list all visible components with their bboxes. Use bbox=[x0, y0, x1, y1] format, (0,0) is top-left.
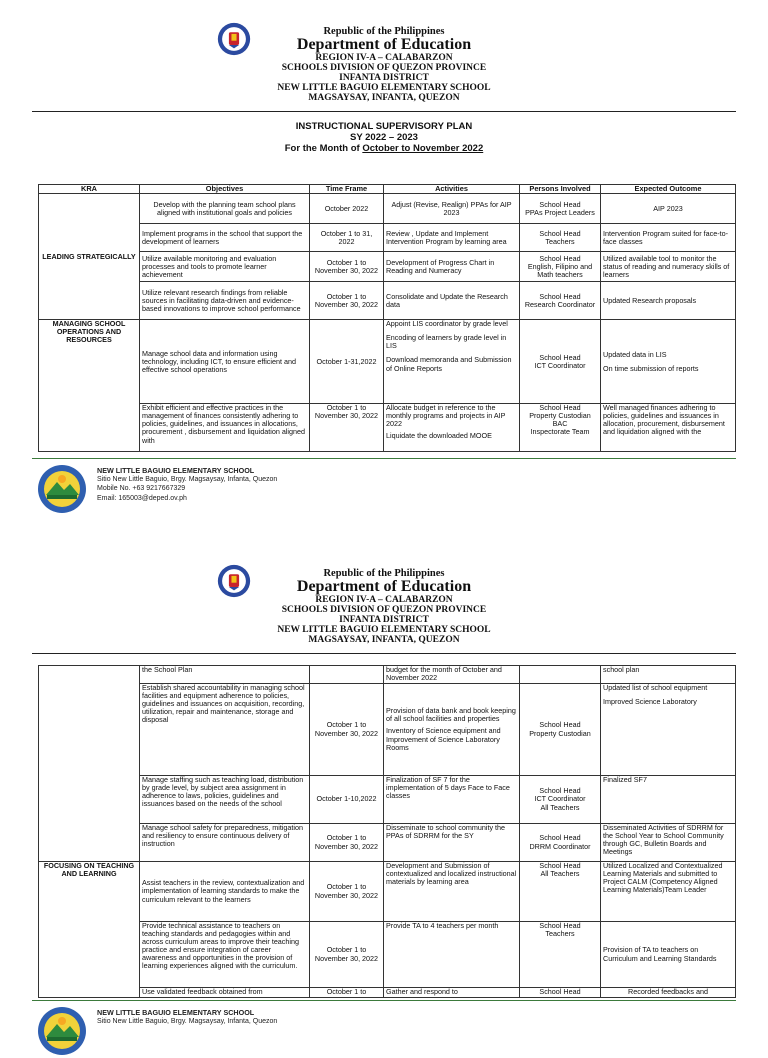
table-row bbox=[39, 224, 736, 252]
time-cell: October 1 to bbox=[310, 988, 384, 998]
activity-cell: Adjust (Revise, Realign) PPAs for AIP 2023 bbox=[384, 194, 520, 224]
activity-cell: Gather and respond to bbox=[384, 988, 520, 998]
persons-cell: School Head Research Coordinator bbox=[520, 282, 601, 320]
table-row bbox=[39, 776, 736, 824]
persons-cell: School Head English, Filipino and Math teachers bbox=[520, 252, 601, 282]
persons-cell: School Head Teachers bbox=[520, 224, 601, 252]
outcome-cell: Updated list of school equipment Improved Science Laboratory bbox=[601, 684, 736, 776]
outcome-cell: Well managed finances adhering to policies, guidelines and issuances in allocation, procurement, disbursement and liquidation aligned with the bbox=[601, 404, 736, 452]
school-logo-icon bbox=[37, 1006, 87, 1056]
objective-cell: Establish shared accountability in managing school facilities and equipment adherence to policies, guidelines and issuances on acquisition, recording, utilization, repair and maintenance, storage and disposal bbox=[140, 684, 310, 776]
table-row bbox=[39, 988, 736, 998]
plan-table-page-2 bbox=[38, 665, 736, 998]
time-cell: October 1 to November 30, 2022 bbox=[310, 824, 384, 862]
persons-cell bbox=[520, 666, 601, 684]
school-name: NEW LITTLE BAGUIO ELEMENTARY SCHOOL bbox=[277, 624, 491, 635]
objective-cell: Utilize relevant research findings from reliable sources in facilitating data-driven and evidence-based innovations to improve school performance bbox=[140, 282, 310, 320]
time-cell: October 1 to November 30, 2022 bbox=[310, 684, 384, 776]
table-row bbox=[39, 194, 736, 224]
district-text: INFANTA DISTRICT bbox=[339, 614, 429, 625]
letterhead bbox=[150, 568, 618, 646]
letterhead bbox=[150, 26, 618, 104]
activity-cell: Disseminate to school community the PPAs of SDRRM for the SY bbox=[384, 824, 520, 862]
footer-school-name: NEW LITTLE BAGUIO ELEMENTARY SCHOOL bbox=[97, 466, 255, 475]
time-cell: October 2022 bbox=[310, 194, 384, 224]
table-row bbox=[39, 282, 736, 320]
republic-text: Republic of the Philippines bbox=[323, 26, 445, 37]
table-row bbox=[39, 922, 736, 988]
table-row bbox=[39, 684, 736, 776]
objective-cell: the School Plan bbox=[140, 666, 310, 684]
division-text: SCHOOLS DIVISION OF QUEZON PROVINCE bbox=[281, 62, 487, 73]
outcome-cell: school plan bbox=[601, 666, 736, 684]
department-title: Department of Education bbox=[296, 36, 472, 54]
activity-cell: Finalization of SF 7 for the implementation of 5 days Face to Face classes bbox=[384, 776, 520, 824]
table-row bbox=[39, 320, 736, 404]
persons-cell: School Head PPAs Project Leaders bbox=[520, 194, 601, 224]
table-row bbox=[39, 666, 736, 684]
time-cell: October 1 to November 30, 2022 bbox=[310, 404, 384, 452]
district-text: INFANTA DISTRICT bbox=[339, 72, 429, 83]
outcome-cell: Provision of TA to teachers on Curriculum and Learning Standards bbox=[601, 922, 736, 988]
outcome-cell: AIP 2023 bbox=[601, 194, 736, 224]
persons-cell: School Head DRRM Coordinator bbox=[520, 824, 601, 862]
persons-cell: School Head Property Custodian BAC Inspectorate Team bbox=[520, 404, 601, 452]
persons-cell: School Head ICT Coordinator bbox=[520, 320, 601, 404]
time-cell: October 1 to November 30, 2022 bbox=[310, 282, 384, 320]
page-footer bbox=[32, 1000, 736, 1058]
col-kra: KRA bbox=[39, 185, 140, 194]
outcome-cell: Utilized Localized and Contextualized Learning Materials and submitted to Project CALM (Competency Aligned Learning Materials)Team Leader bbox=[601, 862, 736, 922]
footer-mobile: Mobile No. +63 9217667329 bbox=[97, 485, 186, 493]
activity-cell: budget for the month of October and November 2022 bbox=[384, 666, 520, 684]
footer-divider bbox=[32, 1000, 736, 1001]
region-text: REGION IV-A – CALABARZON bbox=[315, 52, 453, 63]
plan-title-block bbox=[150, 122, 618, 155]
document-page-1 bbox=[0, 0, 768, 518]
school-address: MAGSAYSAY, INFANTA, QUEZON bbox=[308, 634, 460, 645]
footer-contact bbox=[97, 466, 277, 503]
school-year: SY 2022 – 2023 bbox=[350, 131, 418, 143]
objective-cell: Develop with the planning team school plans aligned with institutional goals and policies bbox=[140, 194, 310, 224]
col-persons: Persons Involved bbox=[520, 185, 601, 194]
outcome-cell: Disseminated Activities of SDRRM for the School Year to School Community through GC, Bulletin Boards and Meetings bbox=[601, 824, 736, 862]
kra-cell: MANAGING SCHOOL OPERATIONS AND RESOURCES bbox=[39, 320, 140, 452]
outcome-cell: Utilized available tool to monitor the status of reading and numeracy skills of learners bbox=[601, 252, 736, 282]
footer-address: Sitio New Little Baguio, Brgy. Magsaysay, Infanta, Quezon bbox=[97, 1018, 278, 1026]
school-logo-icon bbox=[37, 464, 87, 514]
table-row bbox=[39, 824, 736, 862]
col-time-frame: Time Frame bbox=[310, 185, 384, 194]
outcome-cell: Recorded feedbacks and bbox=[601, 988, 736, 998]
kra-cell: LEADING STRATEGICALLY bbox=[39, 194, 140, 320]
time-cell: October 1 to November 30, 2022 bbox=[310, 862, 384, 922]
persons-cell: School Head bbox=[520, 988, 601, 998]
persons-cell: School Head ICT Coordinator All Teachers bbox=[520, 776, 601, 824]
division-text: SCHOOLS DIVISION OF QUEZON PROVINCE bbox=[281, 604, 487, 615]
time-cell: October 1 to 31, 2022 bbox=[310, 224, 384, 252]
school-name: NEW LITTLE BAGUIO ELEMENTARY SCHOOL bbox=[277, 82, 491, 93]
objective-cell: Provide technical assistance to teachers on teaching standards and pedagogies within and across curriculum areas to improve their teaching practice and ensure integration of career awareness and opportunities in the provision of learning experiences aligned with the curriculum. bbox=[140, 922, 310, 988]
time-cell: October 1 to November 30, 2022 bbox=[310, 922, 384, 988]
persons-cell: School Head All Teachers bbox=[520, 862, 601, 922]
objective-cell: Manage staffing such as teaching load, distribution by grade level, by subject area assignment in adherence to laws, policies, guidelines and issuances based on the needs of the school bbox=[140, 776, 310, 824]
footer-address: Sitio New Little Baguio, Brgy. Magsaysay, Infanta, Quezon bbox=[97, 476, 278, 484]
time-cell: October 1-10,2022 bbox=[310, 776, 384, 824]
table-row bbox=[39, 404, 736, 452]
activity-cell: Development and Submission of contextualized and localized instructional materials by learning area bbox=[384, 862, 520, 922]
footer-divider bbox=[32, 458, 736, 459]
document-page-2 bbox=[0, 540, 768, 1024]
activity-cell: Provision of data bank and book keeping of all school facilities and properties Inventory of Science equipment and Improvement of Science Laboratory Rooms bbox=[384, 684, 520, 776]
department-title: Department of Education bbox=[296, 578, 472, 596]
objective-cell: Utilize available monitoring and evaluation processes and tools to promote learner achievement bbox=[140, 252, 310, 282]
activity-cell: Provide TA to 4 teachers per month bbox=[384, 922, 520, 988]
header-divider bbox=[32, 111, 736, 112]
time-cell: October 1 to November 30, 2022 bbox=[310, 252, 384, 282]
objective-cell: Implement programs in the school that support the development of learners bbox=[140, 224, 310, 252]
header-divider bbox=[32, 653, 736, 654]
outcome-cell: Finalized SF7 bbox=[601, 776, 736, 824]
activity-cell: Allocate budget in reference to the monthly programs and projects in AIP 2022 Liquidate the downloaded MOOE bbox=[384, 404, 520, 452]
page-footer bbox=[32, 458, 736, 516]
footer-email: Email: 165003@deped.ov.ph bbox=[97, 494, 187, 502]
table-row bbox=[39, 252, 736, 282]
plan-table-page-1 bbox=[38, 184, 736, 452]
activity-cell: Review , Update and Implement Intervention Program by learning area bbox=[384, 224, 520, 252]
plan-month: For the Month of October to November 2022 bbox=[284, 142, 484, 154]
objective-cell: Use validated feedback obtained from bbox=[140, 988, 310, 998]
republic-text: Republic of the Philippines bbox=[323, 568, 445, 579]
time-cell: October 1-31,2022 bbox=[310, 320, 384, 404]
col-objectives: Objectives bbox=[140, 185, 310, 194]
activity-cell: Consolidate and Update the Research data bbox=[384, 282, 520, 320]
outcome-cell: Intervention Program suited for face-to-face classes bbox=[601, 224, 736, 252]
outcome-cell: Updated Research proposals bbox=[601, 282, 736, 320]
table-header-row bbox=[39, 185, 736, 194]
region-text: REGION IV-A – CALABARZON bbox=[315, 594, 453, 605]
persons-cell: School Head Property Custodian bbox=[520, 684, 601, 776]
kra-cell: FOCUSING ON TEACHING AND LEARNING bbox=[39, 862, 140, 998]
objective-cell: Manage school data and information using technology, including ICT, to ensure efficient and effective school operations bbox=[140, 320, 310, 404]
col-activities: Activities bbox=[384, 185, 520, 194]
objective-cell: Manage school safety for preparedness, mitigation and resiliency to ensure continuous delivery of instruction bbox=[140, 824, 310, 862]
activity-cell: Appoint LIS coordinator by grade level Encoding of learners by grade level in LIS Download memoranda and Submission of Online Reports bbox=[384, 320, 520, 404]
time-cell bbox=[310, 666, 384, 684]
outcome-cell: Updated data in LIS On time submission of reports bbox=[601, 320, 736, 404]
footer-school-name: NEW LITTLE BAGUIO ELEMENTARY SCHOOL bbox=[97, 1008, 255, 1017]
activity-cell: Development of Progress Chart in Reading and Numeracy bbox=[384, 252, 520, 282]
plan-title: INSTRUCTIONAL SUPERVISORY PLAN bbox=[295, 121, 473, 132]
objective-cell: Assist teachers in the review, contextualization and implementation of learning standards to make the curriculum relevant to the learners bbox=[140, 862, 310, 922]
table-row bbox=[39, 862, 736, 922]
school-address: MAGSAYSAY, INFANTA, QUEZON bbox=[308, 92, 460, 103]
persons-cell: School Head Teachers bbox=[520, 922, 601, 988]
col-outcome: Expected Outcome bbox=[601, 185, 736, 194]
kra-cell-continued bbox=[39, 666, 140, 862]
objective-cell: Exhibit efficient and effective practices in the management of finances consistently adhering to policies, guidelines, and issuances in allocations, procurement , disbursement and liquidation aligned with bbox=[140, 404, 310, 452]
